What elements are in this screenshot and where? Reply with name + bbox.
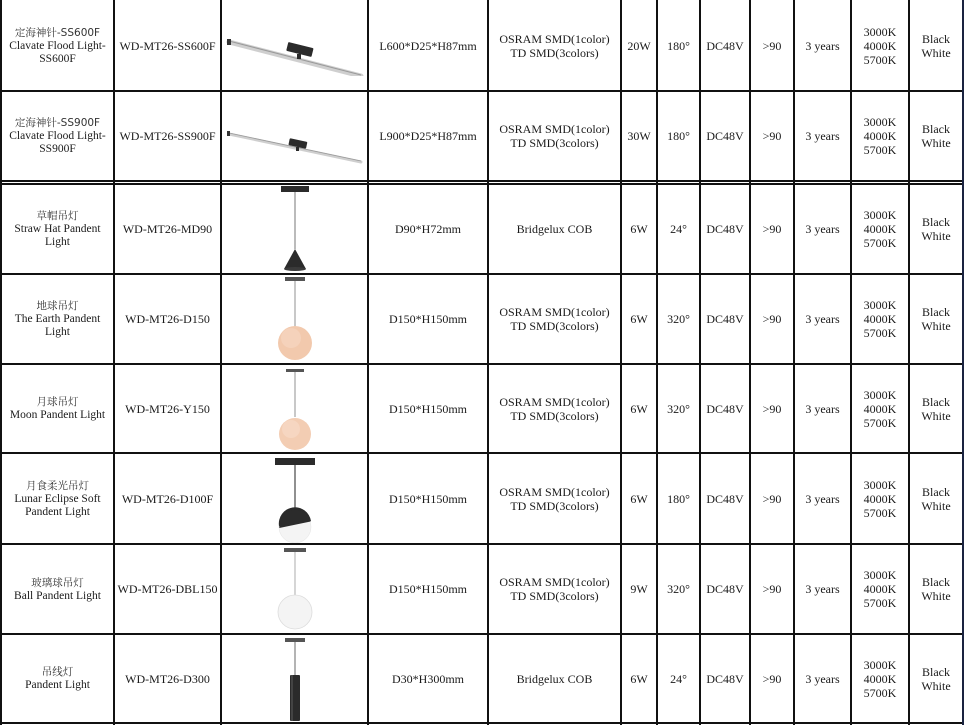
voltage-cell — [701, 274, 749, 364]
color-cell — [910, 634, 962, 723]
model-cell — [115, 364, 220, 453]
beam-angle-cell — [658, 544, 699, 634]
model-number: WD-MT26-Y150 — [125, 401, 210, 416]
warranty-cell — [795, 91, 850, 181]
cri-value: >90 — [762, 491, 782, 506]
beam-angle-value: 24° — [670, 222, 687, 236]
voltage-cell — [701, 91, 749, 181]
size-cell — [369, 453, 487, 544]
voltage-cell — [701, 544, 749, 634]
light-source-cell — [489, 91, 620, 181]
cri-value: >90 — [762, 129, 782, 143]
size-cell — [369, 184, 487, 274]
cct-value: 5700K — [863, 52, 897, 67]
cct-value: 3000K — [863, 24, 897, 39]
product-name-cn: 定海神针-SS600F — [14, 26, 101, 39]
row-divider — [0, 543, 964, 545]
color-option: White — [921, 498, 951, 513]
warranty-value: 3 years — [805, 222, 840, 236]
row-divider — [0, 90, 964, 92]
model-cell — [115, 453, 220, 544]
product-image-cell — [222, 274, 367, 364]
warranty-cell — [795, 184, 850, 274]
color-list — [921, 215, 950, 243]
cct-list — [864, 25, 897, 67]
cri-cell — [751, 634, 793, 723]
linear-light-icon — [225, 16, 365, 76]
cct-list — [864, 298, 897, 340]
product-name-cn: 草帽吊灯 — [36, 210, 79, 222]
cct-value: 5700K — [863, 415, 897, 430]
cct-value: 4000K — [863, 491, 897, 506]
product-name-cn: 吊线灯 — [41, 666, 74, 678]
product-name-cell — [2, 184, 113, 274]
power-cell — [622, 544, 656, 634]
beam-angle-cell — [658, 634, 699, 723]
product-name-cn: 月食柔光吊灯 — [26, 479, 89, 492]
table-row — [0, 184, 964, 274]
row-divider — [0, 363, 964, 365]
model-number: WD-MT26-D100F — [121, 491, 214, 506]
voltage-value: DC48V — [706, 312, 744, 326]
cct-value: 4000K — [863, 671, 897, 686]
color-cell — [910, 544, 962, 634]
product-image — [225, 16, 365, 76]
cct-list — [864, 478, 897, 520]
cct-value: 4000K — [863, 401, 897, 416]
cct-list — [864, 208, 897, 250]
cct-value: 5700K — [863, 505, 897, 520]
cct-cell — [852, 0, 908, 91]
color-list — [921, 122, 950, 150]
color-option: White — [921, 45, 951, 60]
warranty-cell — [795, 364, 850, 453]
product-image-cell — [222, 91, 367, 181]
column-divider — [113, 0, 115, 725]
color-option: Black — [921, 394, 950, 409]
light-source-line1: OSRAM SMD(1color) — [499, 394, 610, 409]
color-option: Black — [921, 575, 950, 589]
power-cell — [622, 0, 656, 91]
beam-angle-cell — [658, 184, 699, 274]
color-cell — [910, 0, 962, 91]
beam-angle-value: 180° — [667, 129, 690, 143]
size-cell — [369, 364, 487, 453]
color-cell — [910, 184, 962, 274]
color-option: White — [921, 319, 951, 333]
color-cell — [910, 364, 962, 453]
table-row — [0, 364, 964, 453]
product-name-cell — [2, 274, 113, 364]
column-divider — [656, 0, 658, 725]
cri-cell — [751, 453, 793, 544]
power-value: 30W — [627, 129, 651, 143]
model-cell — [115, 184, 220, 274]
power-value: 6W — [630, 312, 648, 326]
table-row — [0, 544, 964, 634]
beam-angle-value: 320° — [667, 401, 690, 416]
product-name-cn: 定海神针-SS900F — [14, 117, 101, 129]
color-option: Black — [921, 215, 950, 229]
size-value: D90*H72mm — [395, 222, 461, 236]
cri-value: >90 — [762, 401, 782, 416]
cct-value: 5700K — [863, 596, 897, 610]
product-name-en: Ball Pandent Light — [14, 589, 101, 602]
product-name-cn: 地球吊灯 — [36, 300, 79, 312]
color-list — [921, 395, 950, 423]
cct-value: 3000K — [863, 115, 897, 129]
product-name-cell — [2, 544, 113, 634]
model-number: WD-MT26-D300 — [125, 671, 210, 686]
model-cell — [115, 0, 220, 91]
product-image — [265, 635, 325, 723]
power-cell — [622, 634, 656, 723]
color-cell — [910, 453, 962, 544]
voltage-cell — [701, 184, 749, 274]
column-divider — [367, 0, 369, 725]
power-value: 6W — [630, 671, 648, 686]
voltage-cell — [701, 364, 749, 453]
model-cell — [115, 91, 220, 181]
cct-value: 4000K — [863, 582, 897, 596]
color-list — [921, 305, 950, 333]
cri-value: >90 — [762, 38, 782, 53]
cri-cell — [751, 274, 793, 364]
product-name-cn: 月球吊灯 — [36, 396, 79, 408]
warranty-value: 3 years — [805, 582, 840, 596]
cct-value: 4000K — [863, 312, 897, 326]
cct-value: 3000K — [863, 208, 897, 222]
cct-cell — [852, 274, 908, 364]
product-name-cn: 玻璃球吊灯 — [31, 576, 84, 589]
product-name-cell — [2, 634, 113, 723]
color-list — [921, 575, 950, 603]
light-source-line1: Bridgelux COB — [516, 222, 593, 236]
light-source-line1: Bridgelux COB — [516, 671, 593, 686]
voltage-value: DC48V — [706, 129, 744, 143]
cct-value: 5700K — [863, 236, 897, 250]
light-source-cell — [489, 364, 620, 453]
product-image — [265, 455, 325, 543]
power-cell — [622, 91, 656, 181]
power-cell — [622, 364, 656, 453]
color-option: Black — [921, 305, 950, 319]
light-source-line2: TD SMD(3colors) — [510, 319, 599, 333]
product-image-cell — [222, 634, 367, 723]
cri-value: >90 — [762, 671, 782, 686]
color-list — [921, 665, 950, 693]
cct-cell — [852, 544, 908, 634]
voltage-value: DC48V — [706, 222, 744, 236]
power-cell — [622, 274, 656, 364]
cri-cell — [751, 184, 793, 274]
beam-angle-cell — [658, 274, 699, 364]
power-value: 20W — [627, 38, 651, 53]
warranty-cell — [795, 544, 850, 634]
model-cell — [115, 544, 220, 634]
light-source-line2: TD SMD(3colors) — [510, 589, 599, 603]
color-option: White — [921, 136, 951, 150]
color-cell — [910, 274, 962, 364]
beam-angle-cell — [658, 364, 699, 453]
table-row — [0, 453, 964, 544]
color-option: White — [921, 229, 951, 243]
table-row — [0, 91, 964, 181]
power-value: 6W — [630, 491, 648, 506]
size-value: D30*H300mm — [392, 671, 464, 686]
beam-angle-cell — [658, 453, 699, 544]
beam-angle-value: 24° — [670, 671, 687, 686]
product-image-cell — [222, 364, 367, 453]
row-divider — [0, 452, 964, 454]
product-name-en: The Earth Pandent Light — [14, 313, 101, 338]
product-name-cell — [2, 91, 113, 181]
size-value: D150*H150mm — [389, 491, 467, 506]
light-source-line2: TD SMD(3colors) — [510, 45, 599, 60]
cct-list — [864, 568, 897, 610]
eclipse-pendant-icon — [265, 455, 325, 543]
warranty-cell — [795, 634, 850, 723]
ball-pendant-icon — [265, 545, 325, 633]
cri-cell — [751, 544, 793, 634]
cct-list — [864, 388, 897, 430]
product-image — [265, 545, 325, 633]
light-source-line2: TD SMD(3colors) — [510, 136, 599, 150]
voltage-value: DC48V — [706, 582, 744, 596]
cct-value: 5700K — [863, 143, 897, 157]
warranty-value: 3 years — [805, 491, 840, 506]
color-option: White — [921, 408, 951, 423]
column-divider — [749, 0, 751, 725]
size-cell — [369, 544, 487, 634]
cct-value: 4000K — [863, 38, 897, 53]
table-row — [0, 274, 964, 364]
product-name-en: Lunar Eclipse Soft Pandent Light — [14, 492, 101, 518]
cct-cell — [852, 184, 908, 274]
size-value: L600*D25*H87mm — [379, 38, 477, 53]
voltage-cell — [701, 453, 749, 544]
row-divider-double-bottom — [0, 183, 964, 185]
model-number: WD-MT26-DBL150 — [117, 582, 218, 596]
cct-value: 5700K — [863, 326, 897, 340]
product-name-en: Clavate Flood Light-SS900F — [9, 130, 106, 155]
product-image — [265, 275, 325, 363]
size-value: D150*H150mm — [389, 401, 467, 416]
cri-value: >90 — [762, 582, 782, 596]
warranty-value: 3 years — [805, 671, 840, 686]
power-value: 6W — [630, 401, 648, 416]
color-cell — [910, 91, 962, 181]
row-divider-double-top — [0, 180, 964, 182]
power-cell — [622, 184, 656, 274]
cct-cell — [852, 453, 908, 544]
product-name-en: Moon Pandent Light — [9, 409, 106, 421]
warranty-value: 3 years — [805, 38, 840, 53]
column-divider — [908, 0, 910, 725]
row-divider — [0, 633, 964, 635]
size-cell — [369, 0, 487, 91]
model-number: WD-MT26-MD90 — [122, 222, 213, 236]
product-image — [265, 185, 325, 273]
cri-cell — [751, 91, 793, 181]
model-number: WD-MT26-D150 — [125, 312, 210, 326]
cct-cell — [852, 364, 908, 453]
column-divider — [487, 0, 489, 725]
color-option: Black — [921, 484, 950, 499]
voltage-value: DC48V — [706, 38, 744, 53]
column-divider — [793, 0, 795, 725]
product-name-cell — [2, 364, 113, 453]
globe-pendant-icon — [265, 275, 325, 363]
row-divider — [0, 722, 964, 724]
cri-cell — [751, 364, 793, 453]
globe-pendant-icon — [265, 365, 325, 453]
row-divider — [0, 273, 964, 275]
cct-value: 3000K — [863, 657, 897, 672]
cct-value: 3000K — [863, 298, 897, 312]
color-option: Black — [921, 122, 950, 136]
color-option: Black — [921, 31, 950, 46]
cct-cell — [852, 634, 908, 723]
cct-value: 3000K — [863, 387, 897, 402]
beam-angle-cell — [658, 0, 699, 91]
color-option: White — [921, 589, 951, 603]
size-value: D150*H150mm — [389, 312, 467, 326]
light-source-line1: OSRAM SMD(1color) — [499, 122, 610, 136]
color-option: Black — [921, 664, 950, 679]
cct-value: 5700K — [863, 685, 897, 700]
light-source-cell — [489, 634, 620, 723]
model-number: WD-MT26-SS900F — [119, 129, 216, 143]
cylinder-pendant-icon — [265, 635, 325, 723]
light-source-line1: OSRAM SMD(1color) — [499, 484, 610, 499]
voltage-value: DC48V — [706, 671, 744, 686]
cone-pendant-icon — [265, 185, 325, 273]
light-source-line1: OSRAM SMD(1color) — [499, 31, 610, 46]
cri-value: >90 — [762, 222, 782, 236]
warranty-cell — [795, 453, 850, 544]
power-cell — [622, 453, 656, 544]
size-cell — [369, 91, 487, 181]
size-value: L900*D25*H87mm — [379, 129, 477, 143]
cct-value: 4000K — [863, 129, 897, 143]
product-name-cell — [2, 0, 113, 91]
light-source-cell — [489, 184, 620, 274]
product-image — [265, 365, 325, 453]
size-value: D150*H150mm — [389, 582, 467, 596]
table-row — [0, 0, 964, 91]
product-name-en: Clavate Flood Light-SS600F — [9, 39, 106, 65]
product-image-cell — [222, 0, 367, 91]
voltage-cell — [701, 0, 749, 91]
linear-light-icon — [225, 106, 365, 166]
voltage-value: DC48V — [706, 401, 744, 416]
light-source-cell — [489, 274, 620, 364]
color-list — [921, 485, 950, 513]
cct-list — [864, 115, 897, 157]
beam-angle-value: 320° — [667, 312, 690, 326]
model-number: WD-MT26-SS600F — [119, 38, 216, 53]
table-row — [0, 634, 964, 723]
power-value: 6W — [630, 222, 648, 236]
model-cell — [115, 274, 220, 364]
column-divider — [620, 0, 622, 725]
warranty-cell — [795, 0, 850, 91]
size-cell — [369, 634, 487, 723]
light-source-line1: OSRAM SMD(1color) — [499, 575, 610, 589]
beam-angle-cell — [658, 91, 699, 181]
product-name-en: Pandent Light — [25, 679, 90, 691]
product-image-cell — [222, 184, 367, 274]
product-image-cell — [222, 453, 367, 544]
beam-angle-value: 320° — [667, 582, 690, 596]
column-divider — [850, 0, 852, 725]
voltage-value: DC48V — [706, 491, 744, 506]
warranty-value: 3 years — [805, 129, 840, 143]
size-cell — [369, 274, 487, 364]
model-cell — [115, 634, 220, 723]
cct-value: 3000K — [863, 477, 897, 492]
power-value: 9W — [630, 582, 648, 596]
cct-value: 4000K — [863, 222, 897, 236]
product-image — [225, 106, 365, 166]
cct-cell — [852, 91, 908, 181]
warranty-value: 3 years — [805, 312, 840, 326]
light-source-cell — [489, 0, 620, 91]
color-list — [921, 32, 950, 60]
warranty-value: 3 years — [805, 401, 840, 416]
light-source-cell — [489, 544, 620, 634]
column-divider — [220, 0, 222, 725]
cri-value: >90 — [762, 312, 782, 326]
light-source-cell — [489, 453, 620, 544]
beam-angle-value: 180° — [667, 491, 690, 506]
cct-list — [864, 658, 897, 700]
warranty-cell — [795, 274, 850, 364]
cri-cell — [751, 0, 793, 91]
column-divider — [0, 0, 2, 725]
column-divider — [699, 0, 701, 725]
light-source-line2: TD SMD(3colors) — [510, 408, 599, 423]
color-option: White — [921, 678, 951, 693]
product-image-cell — [222, 544, 367, 634]
voltage-cell — [701, 634, 749, 723]
cct-value: 3000K — [863, 568, 897, 582]
light-source-line2: TD SMD(3colors) — [510, 498, 599, 513]
product-name-en: Straw Hat Pandent Light — [14, 223, 101, 248]
light-source-line1: OSRAM SMD(1color) — [499, 305, 610, 319]
product-name-cell — [2, 453, 113, 544]
beam-angle-value: 180° — [667, 38, 690, 53]
